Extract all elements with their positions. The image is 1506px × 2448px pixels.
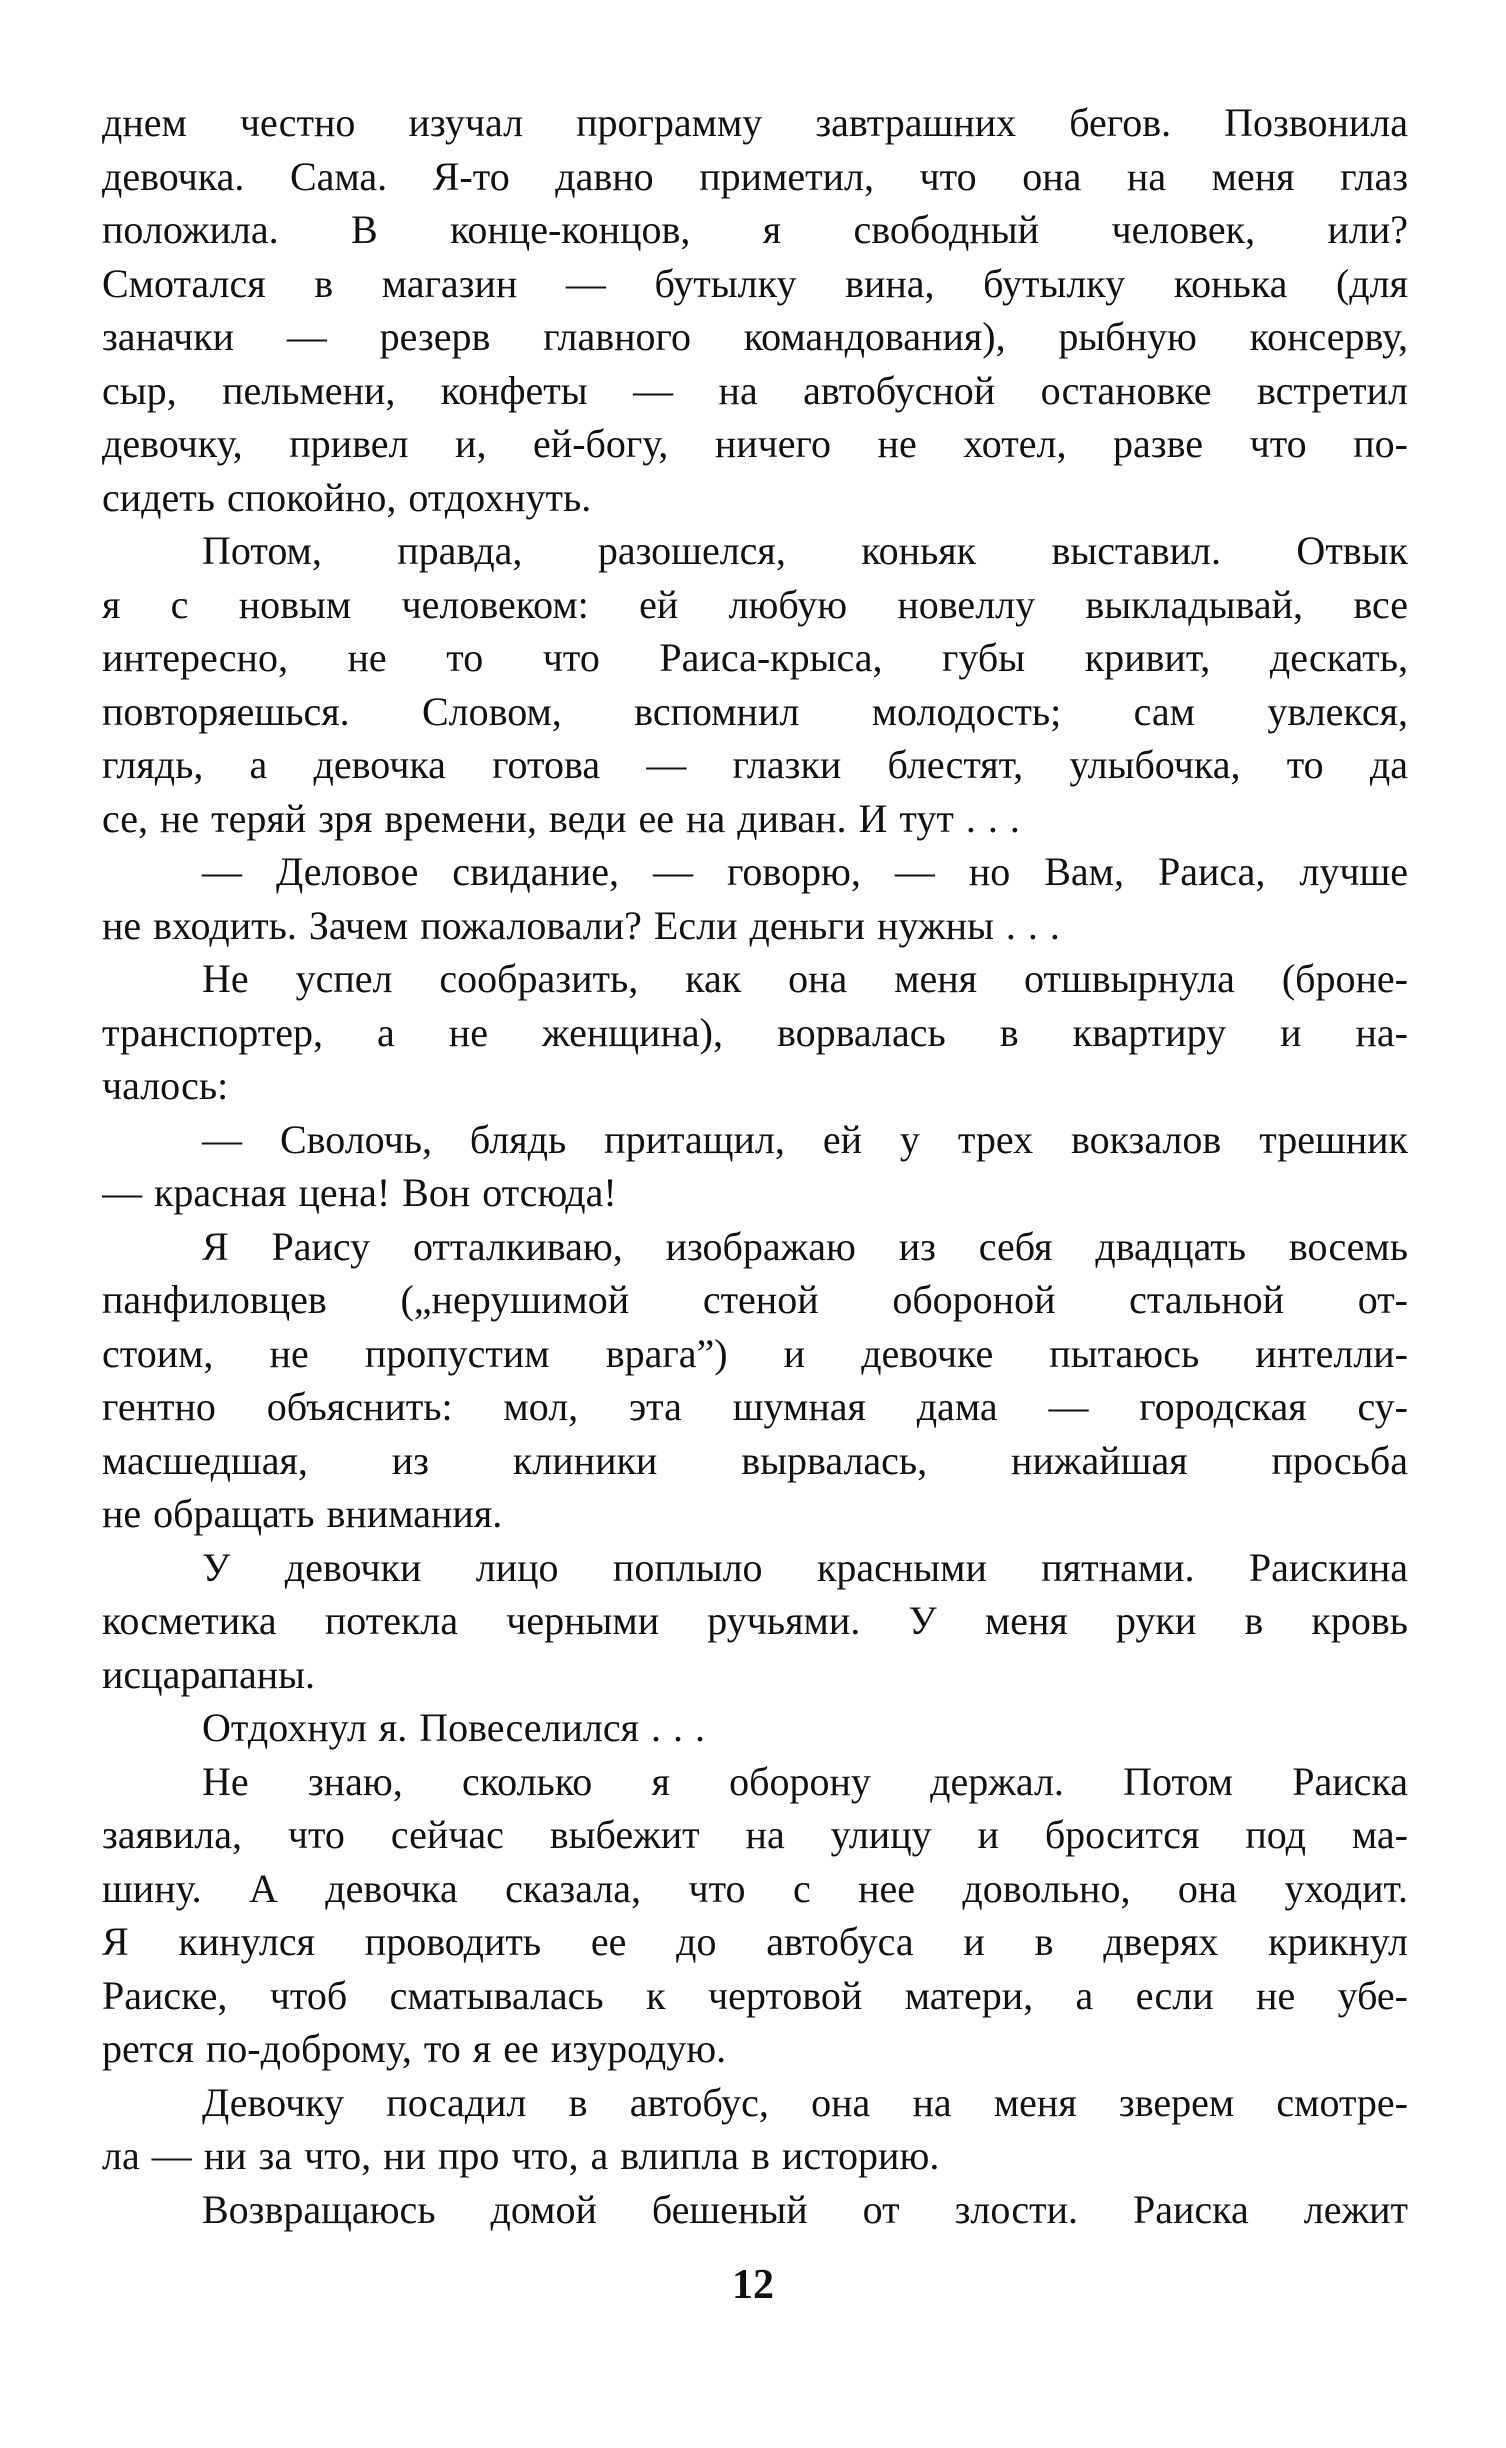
body-text [102, 96, 1408, 2236]
text-line: гентно объяснить: мол, эта шумная дама — городская су- [102, 1384, 1408, 1429]
text-line: Смотался в магазин — бутылку вина, бутылку конька (для [102, 260, 1408, 306]
text-line: Я кинулся проводить ее до автобуса и в дверях крикнул [102, 1919, 1408, 1964]
text-line: интересно, не то что Раиса-крыса, губы кривит, дескать, [102, 635, 1408, 680]
text-line: положила. В конце-концов, я свободный человек, или? [102, 207, 1408, 252]
text-line: стоим, не пропустим врага”) и девочке пытаюсь интелли- [102, 1330, 1408, 1376]
text-line: рется по-доброму, то я ее изуродую. [102, 2026, 727, 2071]
text-line: заначки — резерв главного командования), рыбную консерву, [102, 314, 1408, 359]
text-line: заявила, что сейчас выбежит на улицу и бросится под ма- [102, 1812, 1408, 1857]
text-line: не обращать внимания. [102, 1491, 503, 1536]
text-line: се, не теряй зря времени, веди ее на диван. И тут . . . [102, 795, 1020, 841]
text-line: панфиловцев („нерушимой стеной обороной стальной от- [102, 1277, 1408, 1322]
text-line: — красная цена! Вон отсюда! [102, 1170, 617, 1215]
text-line: я с новым человеком: ей любую новеллу выкладывай, все [102, 581, 1408, 627]
text-line: Отдохнул я. Повеселился . . . [202, 1705, 705, 1750]
text-line: У девочки лицо поплыло красными пятнами. Раискина [202, 1544, 1408, 1590]
text-line: не входить. Зачем пожаловали? Если деньги нужны . . . [102, 902, 1060, 948]
text-line: повторяешься. Словом, вспомнил молодость; сам увлекся, [102, 688, 1408, 734]
text-line: девочка. Сама. Я-то давно приметил, что она на меня глаз [102, 153, 1408, 199]
text-line: — Деловое свидание, — говорю, — но Вам, Раиса, лучше [202, 849, 1408, 894]
text-line: — Сволочь, блядь притащил, ей у трех вокзалов трешник [202, 1116, 1408, 1162]
text-line: косметика потекла черными ручьями. У меня руки в кровь [102, 1598, 1408, 1643]
text-line: исцарапаны. [102, 1651, 315, 1697]
text-line: днем честно изучал программу завтрашних бегов. Позвонила [102, 100, 1408, 145]
text-line: глядь, а девочка готова — глазки блестят, улыбочка, то да [102, 742, 1408, 787]
text-line: шину. А девочка сказала, что с нее довольно, она уходит. [102, 1865, 1408, 1911]
page-number: 12 [732, 2262, 774, 2308]
text-line: ла — ни за что, ни про что, а влипла в историю. [102, 2133, 940, 2178]
text-line: сыр, пельмени, конфеты — на автобусной остановке встретил [102, 367, 1408, 413]
text-line: Возвращаюсь домой бешеный от злости. Раиска лежит [202, 2186, 1408, 2232]
text-line: Не знаю, сколько я оборону держал. Потом Раиска [202, 1758, 1408, 1804]
text-line: сидеть спокойно, отдохнуть. [102, 474, 592, 520]
text-line: Девочку посадил в автобус, она на меня зверем смотре- [202, 2079, 1408, 2125]
text-line: транспортер, а не женщина), ворвалась в квартиру и на- [102, 1009, 1408, 1055]
text-line: Раиске, чтоб сматывалась к чертовой матери, а если не убе- [102, 1972, 1408, 2018]
text-line: Не успел сообразить, как она меня отшвырнула (броне- [202, 956, 1408, 1001]
text-line: масшедшая, из клиники вырвалась, нижайшая просьба [102, 1437, 1408, 1483]
text-line: девочку, привел и, ей-богу, ничего не хотел, разве что по- [102, 421, 1408, 466]
text-line: Потом, правда, разошелся, коньяк выставил. Отвык [202, 528, 1408, 573]
text-line: чалось: [102, 1063, 229, 1108]
text-line: Я Раису отталкиваю, изображаю из себя двадцать восемь [202, 1223, 1408, 1269]
